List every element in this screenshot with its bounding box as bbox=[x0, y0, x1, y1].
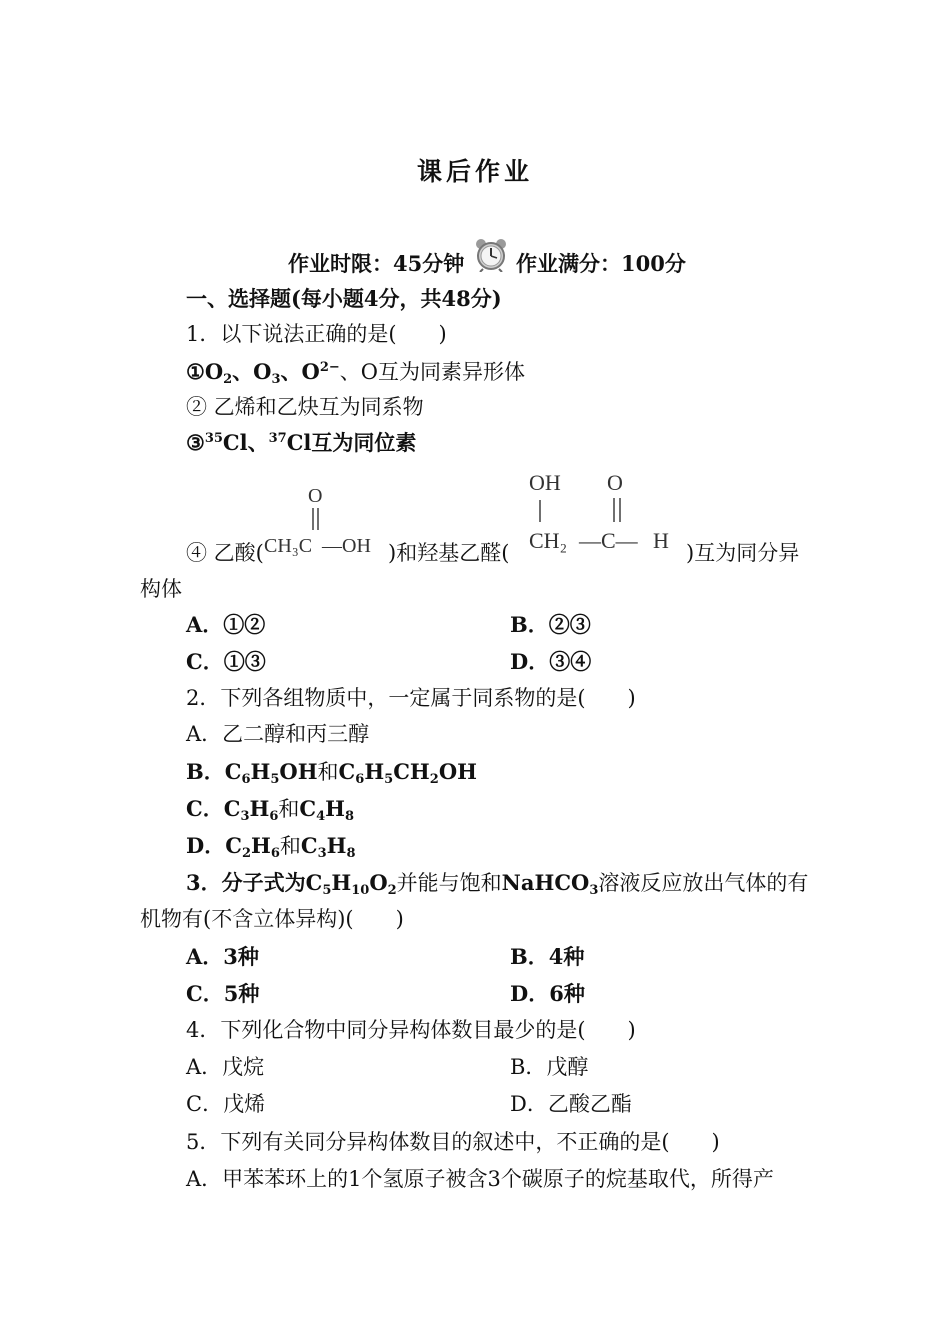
q4-option-d[interactable]: D．乙酸乙酯 bbox=[510, 1092, 632, 1116]
q3-option-a[interactable]: A．3种 bbox=[186, 944, 259, 969]
q5-stem: 5．下列有关同分异构体数目的叙述中，不正确的是( ) bbox=[186, 1130, 720, 1154]
q1-statement-3: ③$^{35}$Cl、$^{37}$Cl互为同位素 bbox=[186, 430, 417, 455]
q1-stem: 1．以下说法正确的是( ) bbox=[186, 322, 447, 346]
q1-statement-4-part-c: )互为同分异 bbox=[686, 541, 800, 565]
q1-option-c[interactable]: C．①③ bbox=[186, 649, 266, 674]
full-score: 作业满分：100分 bbox=[516, 251, 686, 276]
acetic-acid-o-label: O bbox=[308, 485, 323, 507]
q2-option-c[interactable]: C．$C_3H_6$和$C_4H_8$ bbox=[186, 796, 355, 824]
q2-option-b[interactable]: B．$C_6H_5OH$和$C_6H_5CH_2OH$ bbox=[186, 759, 477, 787]
glycolaldehyde-oh-label: OH bbox=[529, 470, 561, 495]
q4-stem: 4．下列化合物中同分异构体数目最少的是( ) bbox=[186, 1018, 636, 1042]
q1-option-d[interactable]: D．③④ bbox=[510, 649, 592, 674]
acetic-acid-oh-label: —OH bbox=[322, 535, 371, 557]
acetic-acid-structure bbox=[262, 482, 388, 562]
glycolaldehyde-o-label: O bbox=[607, 470, 623, 495]
q1-statement-4-part-a: ④ 乙酸( bbox=[186, 541, 264, 565]
q2-option-d[interactable]: D．$C_2H_6$和$C_3H_8$ bbox=[186, 833, 356, 861]
q1-statement-1: $①O_2$、$O_3$、$O^{2-}$、O互为同素异形体 bbox=[186, 359, 525, 387]
q3-option-c[interactable]: C．5种 bbox=[186, 981, 260, 1006]
q4-option-a[interactable]: A．戊烷 bbox=[186, 1055, 265, 1079]
q1-statement-4-wrap: 构体 bbox=[140, 577, 182, 601]
q2-stem: 2．下列各组物质中，一定属于同系物的是( ) bbox=[186, 686, 636, 710]
q5-option-a[interactable]: A．甲苯苯环上的1个氢原子被含3个碳原子的烷基取代，所得产 bbox=[186, 1167, 774, 1191]
q1-statement-2: ② 乙烯和乙炔互为同系物 bbox=[186, 395, 424, 419]
q3-stem: 3．分子式为$C_5H_{10}O_2$并能与饱和NaHCO$_3$溶液反应放出气体的有 bbox=[186, 870, 809, 898]
time-limit: 作业时限：45分钟 bbox=[288, 251, 465, 276]
q4-option-b[interactable]: B．戊醇 bbox=[510, 1055, 589, 1079]
page-title: 课后作业 bbox=[416, 157, 533, 186]
glycolaldehyde-ch2-label: CH₂ bbox=[529, 528, 568, 553]
section-heading: 一、选择题(每小题4分，共48分) bbox=[186, 286, 502, 311]
glycolaldehyde-c-label: —C— bbox=[579, 528, 638, 553]
glycolaldehyde-h-label: H bbox=[653, 528, 669, 553]
q3-option-b[interactable]: B．4种 bbox=[510, 944, 585, 969]
q3-stem-wrap: 机物有(不含立体异构)( ) bbox=[140, 907, 404, 931]
alarm-clock-icon bbox=[473, 238, 509, 272]
q1-option-b[interactable]: B．②③ bbox=[510, 612, 591, 637]
q2-option-a[interactable]: A．乙二醇和丙三醇 bbox=[186, 722, 370, 746]
q3-option-d[interactable]: D．6种 bbox=[510, 981, 585, 1006]
q1-statement-4-part-b: )和羟基乙醛( bbox=[388, 541, 510, 565]
glycolaldehyde-structure bbox=[525, 466, 685, 560]
acetic-acid-ch3c-label: CH₃C bbox=[264, 535, 313, 557]
q4-option-c[interactable]: C．戊烯 bbox=[186, 1092, 266, 1116]
q1-option-a[interactable]: A．①② bbox=[186, 612, 266, 637]
